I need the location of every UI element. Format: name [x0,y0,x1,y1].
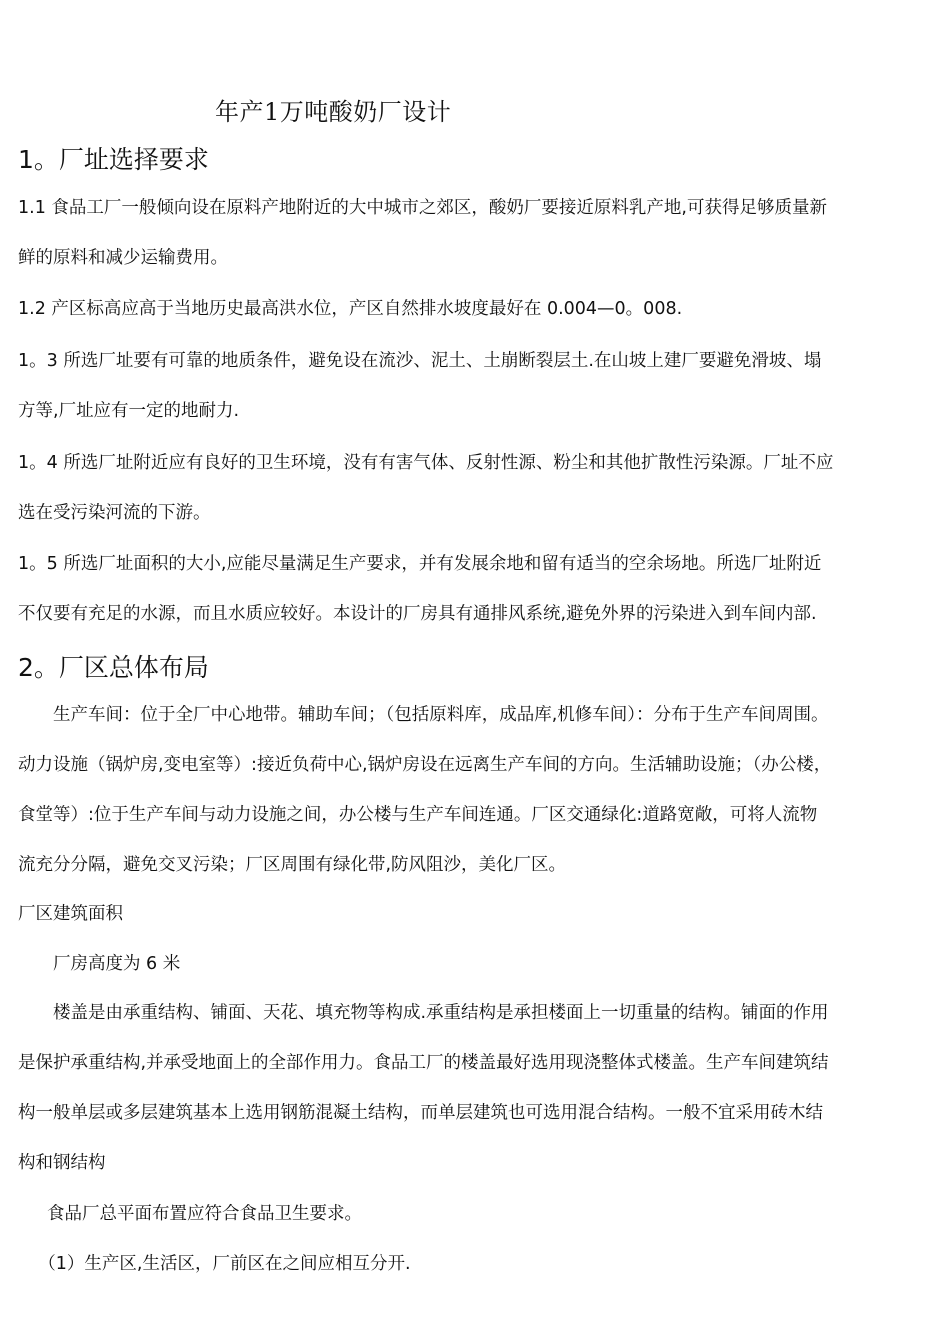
paragraph-area-heading [18,889,928,939]
paragraph-hygiene [12,1189,922,1239]
paragraph-line: 方等,厂址应有一定的地耐力. [18,401,240,421]
paragraph-line: （1）生产区,生活区，厂前区在之间应相互分开. [12,1254,411,1274]
paragraph-line: 食堂等）:位于生产车间与动力设施之间，办公楼与生产车间连通。厂区交通绿化:道路宽敞，可将人流物 [18,805,818,825]
document-title: 年产1万吨酸奶厂设计 [215,98,452,126]
paragraph-line: 生产车间：位于全厂中心地带。辅助车间；（包括原料库，成品库,机修车间）：分布于生产车间周围。 [18,705,829,725]
paragraph-item-1 [12,1239,922,1289]
paragraph-line: 1。3 所选厂址要有可靠的地质条件，避免设在流沙、泥土、土崩断裂层土.在山坡上建厂要避免滑坡、塌 [18,351,822,371]
paragraph-line: 构和钢结构 [18,1153,106,1173]
paragraph-1-5 [18,539,928,639]
paragraph-line: 构一般单层或多层建筑基本上选用钢筋混凝土结构，而单层建筑也可选用混合结构。一般不宜采用砖木结 [18,1103,823,1123]
section-heading-site-selection: 1。厂址选择要求 [18,145,209,174]
section-heading-layout: 2。厂区总体布局 [18,653,209,682]
paragraph-line: 是保护承重结构,并承受地面上的全部作用力。食品工厂的楼盖最好选用现浇整体式楼盖。生产车间建筑结 [18,1053,829,1073]
paragraph-layout [18,690,928,890]
paragraph-line: 厂房高度为 6 米 [18,954,181,974]
paragraph-line: 鲜的原料和减少运输费用。 [18,248,228,268]
paragraph-line: 不仅要有充足的水源，而且水质应较好。本设计的厂房具有通排风系统,避免外界的污染进入到车间内部. [18,604,817,624]
paragraph-floor-structure [18,988,928,1188]
paragraph-1-3 [18,336,928,436]
paragraph-line: 厂区建筑面积 [18,904,123,924]
paragraph-line: 1。5 所选厂址面积的大小,应能尽量满足生产要求，并有发展余地和留有适当的空余场地。所选厂址附近 [18,554,822,574]
paragraph-line: 1.2 产区标高应高于当地历史最高洪水位，产区自然排水坡度最好在 0.004—0。008. [18,299,683,319]
paragraph-line: 动力设施（锅炉房,变电室等）:接近负荷中心,锅炉房设在远离生产车间的方向。生活辅助设施；（办公楼， [18,755,832,775]
paragraph-building-height [18,939,928,989]
paragraph-1-2 [18,284,928,334]
paragraph-line: 1.1 食品工厂一般倾向设在原料产地附近的大中城市之郊区，酸奶厂要接近原料乳产地,可获得足够质量新 [18,198,827,218]
paragraph-line: 流充分分隔，避免交叉污染；厂区周围有绿化带,防风阻沙，美化厂区。 [18,855,567,875]
paragraph-line: 1。4 所选厂址附近应有良好的卫生环境，没有有害气体、反射性源、粉尘和其他扩散性污染源。厂址不应 [18,453,834,473]
paragraph-line: 选在受污染河流的下游。 [18,503,211,523]
paragraph-line: 楼盖是由承重结构、铺面、天花、填充物等构成.承重结构是承担楼面上一切重量的结构。铺面的作用 [18,1003,829,1023]
paragraph-1-1 [18,183,928,283]
paragraph-line: 食品厂总平面布置应符合食品卫生要求。 [12,1204,362,1224]
paragraph-1-4 [18,438,928,538]
